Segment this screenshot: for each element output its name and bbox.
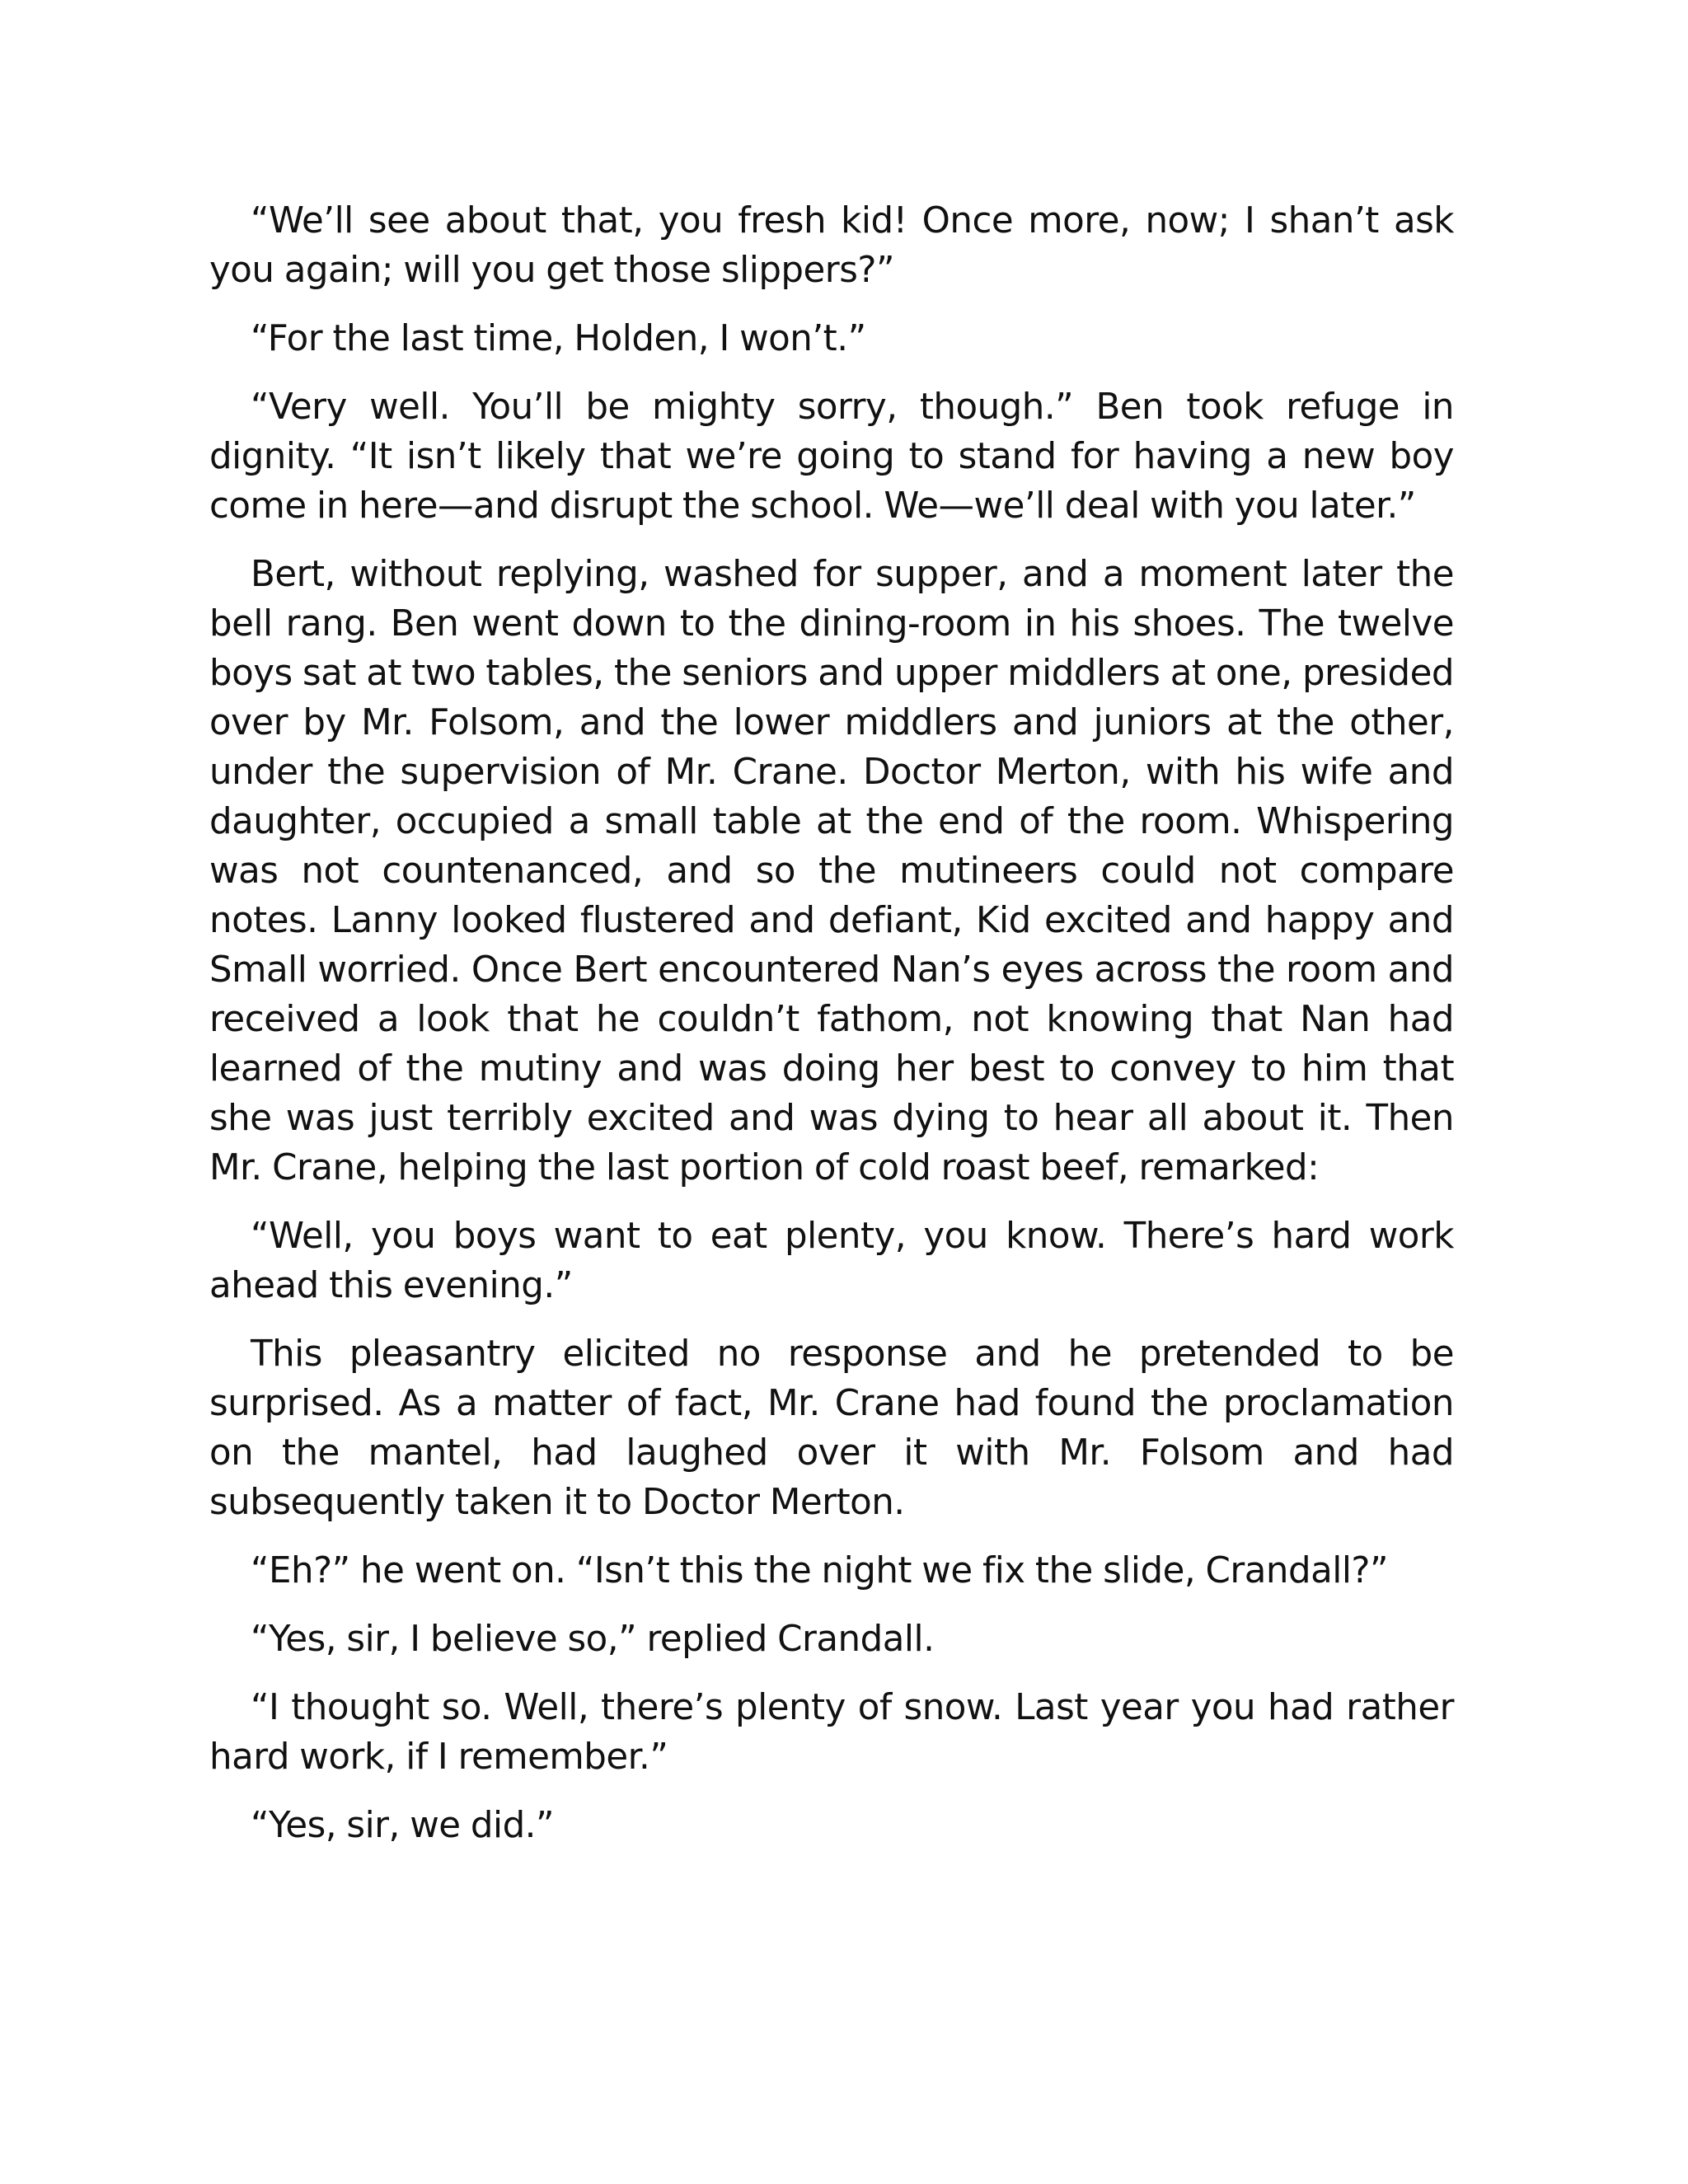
page-body [209,196,1454,1869]
paragraph: “Well, you boys want to eat plenty, you know. There’s hard work ahead this evening.” [209,1216,1454,1306]
paragraph: “I thought so. Well, there’s plenty of snow. Last year you had rather hard work, if I remember.” [209,1687,1454,1778]
paragraph: “Eh?” he went on. “Isn’t this the night we fix the slide, Crandall?” [251,1550,1389,1591]
paragraph: “Yes, sir, we did.” [251,1805,555,1846]
paragraph: “For the last time, Holden, I won’t.” [251,318,866,359]
paragraph: Bert, without replying, washed for supper, and a moment later the bell rang. Ben went down to the dining-room in his shoes. The twelve boys sat at two tables, the seniors and upper middlers at one, presided over by Mr. Folsom, and the lower middlers and juniors at the other, under the supervision of Mr. Crane. Doctor Merton, with his wife and daughter, occupied a small table at the end of the room. Whispering was not countenanced, and so the mutineers could not compare notes. Lanny looked flustered and defiant, Kid excited and happy and Small worried. Once Bert encountered Nan’s eyes across the room and received a look that he couldn’t fathom, not knowing that Nan had learned of the mutiny and was doing her best to convey to him that she was just terribly excited and was dying to hear all about it. Then Mr. Crane, helping the last portion of cold roast beef, remarked: [209,554,1454,1188]
paragraph: “We’ll see about that, you fresh kid! Once more, now; I shan’t ask you again; will you get those slippers?” [209,200,1454,291]
paragraph: “Very well. You’ll be mighty sorry, though.” Ben took refuge in dignity. “It isn’t likely that we’re going to stand for having a new boy come in here—and disrupt the school. We—we’ll deal with you later.” [209,387,1454,527]
paragraph: This pleasantry elicited no response and he pretended to be surprised. As a matter of fact, Mr. Crane had found the proclamation on the mantel, had laughed over it with Mr. Folsom and had subsequently taken it to Doctor Merton. [209,1333,1454,1523]
paragraph: “Yes, sir, I believe so,” replied Crandall. [251,1619,935,1660]
